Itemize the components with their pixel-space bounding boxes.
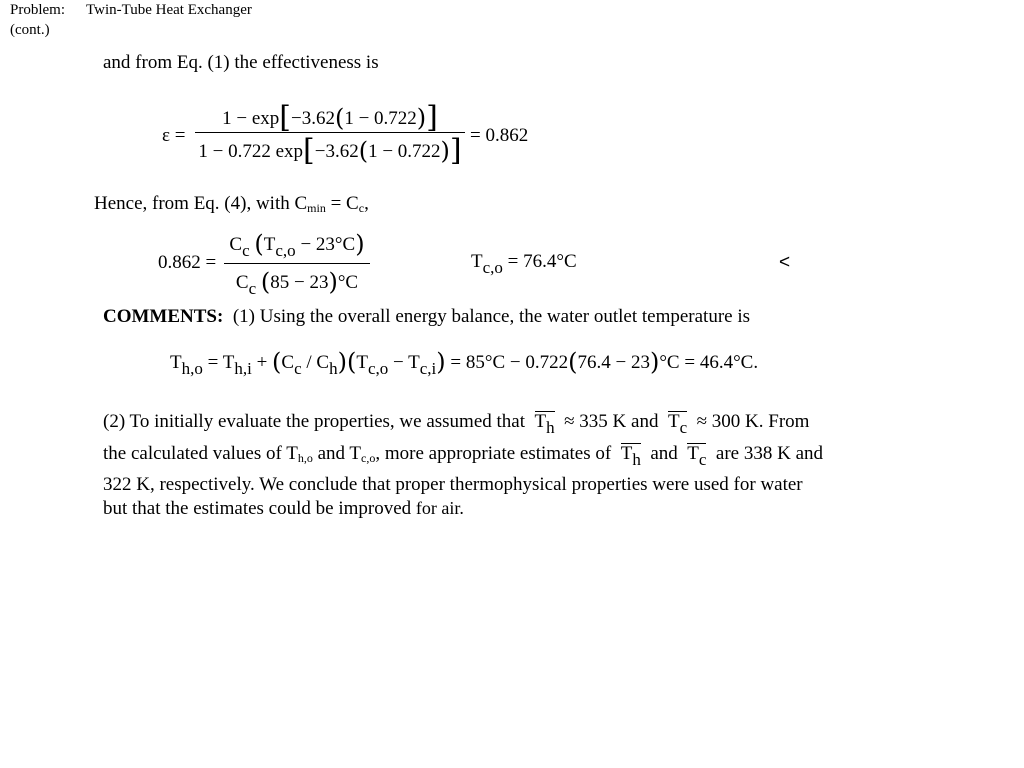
intro-text: and from Eq. (1) the effectiveness is — [103, 52, 379, 73]
eq1-denominator: 1 − 0.722 exp[−3.62(1 − 0.722)] — [198, 133, 462, 168]
eq1-rhs: = 0.862 — [470, 125, 529, 146]
eq1-fraction-bar — [195, 132, 465, 133]
eq2-denominator: $C_c$ (85 − 23)°C — [235, 268, 359, 298]
comments-text: (1) Using the overall energy balance, the water outlet temperature is — [232, 306, 751, 327]
eq2-lhs: 0.862 = — [158, 252, 217, 273]
answer-marker: < — [779, 252, 791, 273]
t-c-bar-2: $T_c$ — [687, 443, 707, 469]
p2-line-2: the calculated values of $T_{h,o}$ and $T_{c,o}$, more appropriate estimates of $T_h$ and $T_c$ are 338 K and — [103, 443, 824, 469]
p2-line-3: 322 K, respectively. We conclude that proper thermophysical properties were used for water — [103, 474, 803, 495]
t-c-bar-1: $T_c$ — [667, 411, 688, 437]
comments-line — [103, 306, 750, 328]
eq1-numerator: 1 − exp[−3.62(1 − 0.722)] — [222, 100, 438, 135]
t-h-bar-2: $T_h$ — [620, 443, 641, 469]
continued-label: (cont.) — [10, 22, 50, 38]
p2-line-4: but that the estimates could be improved for air. — [103, 498, 464, 519]
eq1-fraction — [195, 100, 465, 168]
problem-title: Twin-Tube Heat Exchanger — [86, 2, 252, 18]
eq1-lhs: ε = — [162, 125, 186, 146]
hence-text: Hence, from Eq. (4), with $C_{min} = C_c$, — [94, 193, 369, 215]
eq2-numerator: $C_c$ $(T_{c,o} - 23^\circ C)$ — [229, 230, 365, 260]
eq3-energy-balance: $T_{h,o} = T_{h,i} + (C_c / C_h)(T_{c,o} - T_{c,i}) = 85^\circ C - 0.722(76.4 - 23)^\circ C = 46.4^\circ C$. — [170, 348, 759, 378]
t-h-bar-1: $T_h$ — [534, 411, 555, 437]
eq2-fraction-bar — [224, 263, 370, 264]
eq2-result: $T_{c,o} = 76.4^\circ C$ — [471, 251, 577, 277]
eq2-fraction — [224, 228, 370, 299]
p2-line-1: (2) To initially evaluate the properties, we assumed that $T_h \approx 335$ K and $T_c \approx 300$ K. From — [103, 411, 810, 437]
problem-label: Problem: — [10, 2, 65, 18]
comments-label: COMMENTS: — [103, 306, 224, 327]
